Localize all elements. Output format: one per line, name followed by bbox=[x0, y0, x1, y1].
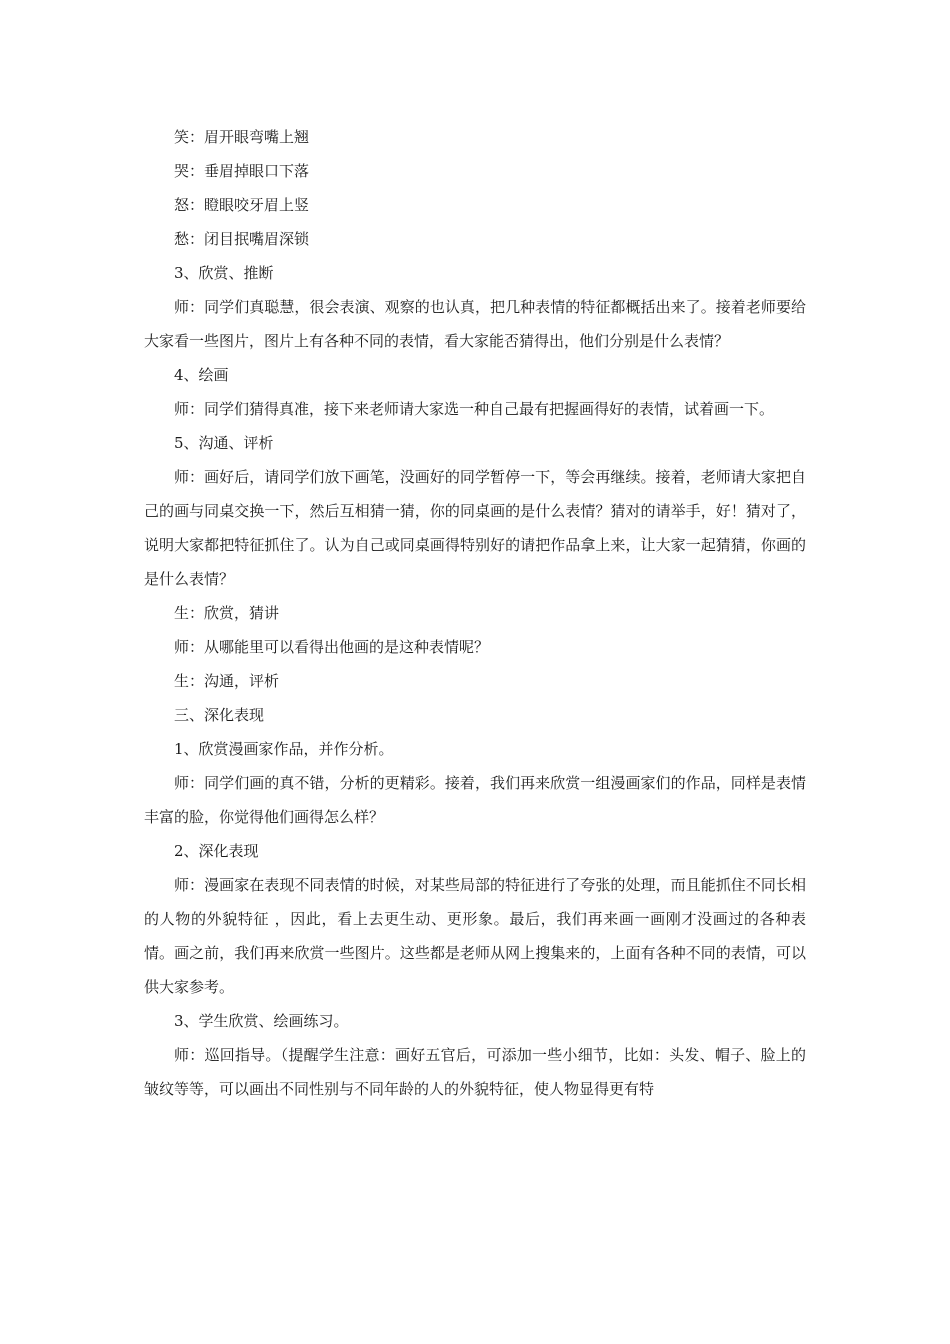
subheading-student-practice: 3、学生欣赏、绘画练习。 bbox=[174, 1012, 349, 1030]
paragraph-teacher-draw: 师：同学们猜得真准，接下来老师请大家选一种自己最有把握画得好的表情，试着画一下。 bbox=[174, 400, 775, 418]
section-heading-deepen: 三、深化表现 bbox=[174, 706, 265, 724]
paragraph-teacher-exchange: 师：画好后，请同学们放下画笔，没画好的同学暂停一下，等会再继续。接着，老师请大家把自己的画与同桌交换一下，然后互相猜一猜，你的同桌画的是什么表情？猜对的请举手，好！猜对了，说明大家都把特征抓住了。认为自己或同桌画得特别好的请把作品拿上来，让大家一起猜猜，你画的是什么表情？ bbox=[144, 468, 806, 588]
paragraph-teacher-pictures: 师：同学们真聪慧，很会表演、观察的也认真，把几种表情的特征都概括出来了。接着老师要给大家看一些图片，图片上有各种不同的表情，看大家能否猜得出，他们分别是什么表情？ bbox=[144, 298, 806, 350]
document-page bbox=[144, 120, 806, 1106]
paragraph-sorrow: 愁：闭目抿嘴眉深锁 bbox=[174, 230, 310, 248]
paragraph-laugh: 笑：眉开眼弯嘴上翘 bbox=[174, 128, 310, 146]
subheading-cartoonist-works: 1、欣赏漫画家作品，并作分析。 bbox=[174, 740, 394, 758]
paragraph-student-evaluate: 生：沟通，评析 bbox=[174, 672, 280, 690]
section-heading-drawing: 4、绘画 bbox=[174, 366, 229, 384]
paragraph-anger: 怒：瞪眼咬牙眉上竖 bbox=[174, 196, 310, 214]
paragraph-cry: 哭：垂眉掉眼口下落 bbox=[174, 162, 310, 180]
section-heading-appreciate-infer: 3、欣赏、推断 bbox=[174, 264, 274, 282]
section-heading-communicate: 5、沟通、评析 bbox=[174, 434, 274, 452]
paragraph-teacher-guidance: 师：巡回指导。（提醒学生注意：画好五官后，可添加一些小细节，比如：头发、帽子、脸上的皱纹等等，可以画出不同性别与不同年龄的人的外貌特征，使人物显得更有特 bbox=[144, 1046, 806, 1098]
paragraph-student-guess: 生：欣赏，猜讲 bbox=[174, 604, 280, 622]
paragraph-teacher-exaggeration: 师：漫画家在表现不同表情的时候，对某些局部的特征进行了夸张的处理，而且能抓住不同长相的人物的外貌特征 ，因此，看上去更生动、更形象。最后，我们再来画一画刚才没画过的各种表情。画之前，我们再来欣赏一些图片。这些都是老师从网上搜集来的，上面有各种不同的表情，可以供大家参考。 bbox=[144, 876, 806, 996]
paragraph-teacher-question: 师：从哪能里可以看得出他画的是这种表情呢？ bbox=[174, 638, 490, 656]
subheading-deepen-expression: 2、深化表现 bbox=[174, 842, 259, 860]
paragraph-teacher-cartoonists: 师：同学们画的真不错，分析的更精彩。接着，我们再来欣赏一组漫画家们的作品，同样是表情丰富的脸，你觉得他们画得怎么样？ bbox=[144, 774, 806, 826]
